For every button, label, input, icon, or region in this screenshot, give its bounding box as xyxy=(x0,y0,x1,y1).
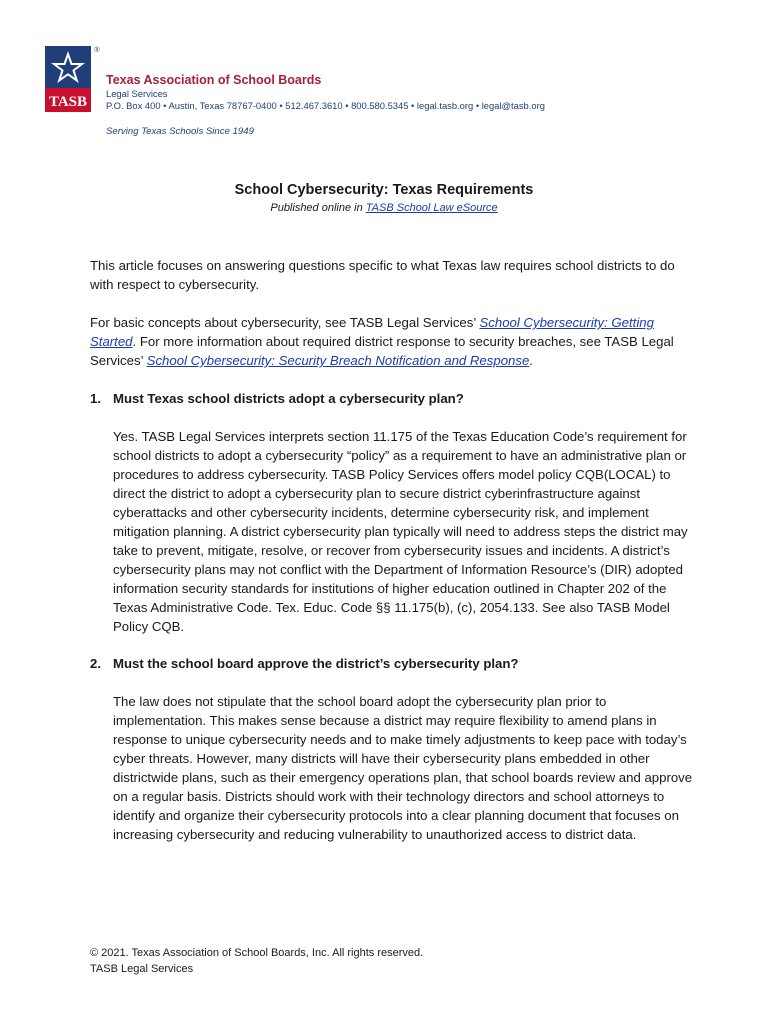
published-note xyxy=(0,202,768,214)
question-text: Must Texas school districts adopt a cybersecurity plan? xyxy=(113,391,464,406)
answer-2: The law does not stipulate that the school board adopt the cybersecurity plan prior to implementation. This makes sense because a district may require flexibility to amend plans in response to unique cybersecurity needs and to make timely adjustments to keep pace with today’s cyber threats. However, many districts will have their cybersecurity plans embedded in other districtwide plans, such as their emergency operations plan, that school boards review and approve on a regular basis. Districts should work with their technology directors and school attorneys to identify and organize their cybersecurity protocols into a clear planning document that focuses on increasing cybersecurity and reducing vulnerability to unauthorized access to district data. xyxy=(113,694,693,842)
question-text: Must the school board approve the district’s cybersecurity plan? xyxy=(113,656,519,671)
basics-text-1: For basic concepts about cybersecurity, see TASB Legal Services’ xyxy=(90,315,480,330)
question-number: 1. xyxy=(90,391,101,406)
basics-text-3: . xyxy=(529,353,533,368)
footer-department: TASB Legal Services xyxy=(90,962,194,975)
department-name: Legal Services xyxy=(106,88,168,99)
intro-paragraph: This article focuses on answering questions specific to what Texas law requires school districts to do with respect to cybersecurity. xyxy=(90,258,675,292)
getting-started-link[interactable]: School Cybersecurity: Getting Started xyxy=(90,315,654,349)
tagline: Serving Texas Schools Since 1949 xyxy=(106,126,254,137)
contact-line: P.O. Box 400 • Austin, Texas 78767-0400 • 512.467.3610 • 800.580.5345 • legal.tasb.org • legal@tasb.org xyxy=(106,100,545,111)
question-2 xyxy=(90,654,710,673)
logo-wordmark: TASB xyxy=(48,94,88,110)
question-number: 2. xyxy=(90,656,101,671)
copyright: © 2021. Texas Association of School Boards, Inc. All rights reserved. xyxy=(90,947,424,959)
published-prefix: Published online in xyxy=(270,202,366,214)
basics-text-2: . For more information about required district response to security breaches, see TASB Legal Services’ xyxy=(90,334,674,368)
tasb-logo-graphic xyxy=(45,46,101,112)
question-1 xyxy=(90,389,710,408)
org-name: Texas Association of School Boards xyxy=(106,73,322,87)
answer-1: Yes. TASB Legal Services interprets section 11.175 of the Texas Education Code’s requirement for school districts to adopt a cybersecurity “policy” as a requirement to have an administrative plan or procedures to address cybersecurity. TASB Policy Services offers model policy CQB(LOCAL) to direct the district to adopt a cybersecurity plan to secure district cyberinfrastructure against cyberattacks and other cybersecurity incidents, determine cybersecurity risk, and implement mitigation planning. A district cybersecurity plan typically will need to address steps the district may take to prevent, mitigate, resolve, or recover from cybersecurity issues and incidents. A district’s cybersecurity plans may not conflict with the Department of Information Resource’s (DIR) adopted information security standards for institutions of higher education outlined in Chapter 202 of the Texas Administrative Code. Tex. Educ. Code §§ 11.175(b), (c), 2054.133. See also TASB Model Policy CQB. xyxy=(113,429,688,634)
registered-mark: ® xyxy=(94,47,100,54)
breach-notification-link[interactable]: School Cybersecurity: Security Breach Notification and Response xyxy=(146,353,530,368)
tasb-logo xyxy=(45,46,100,112)
footer xyxy=(90,946,423,977)
document-title: School Cybersecurity: Texas Requirements xyxy=(234,182,534,198)
basics-paragraph xyxy=(90,313,690,370)
letterhead xyxy=(106,73,545,112)
esource-link[interactable]: TASB School Law eSource xyxy=(365,202,498,214)
